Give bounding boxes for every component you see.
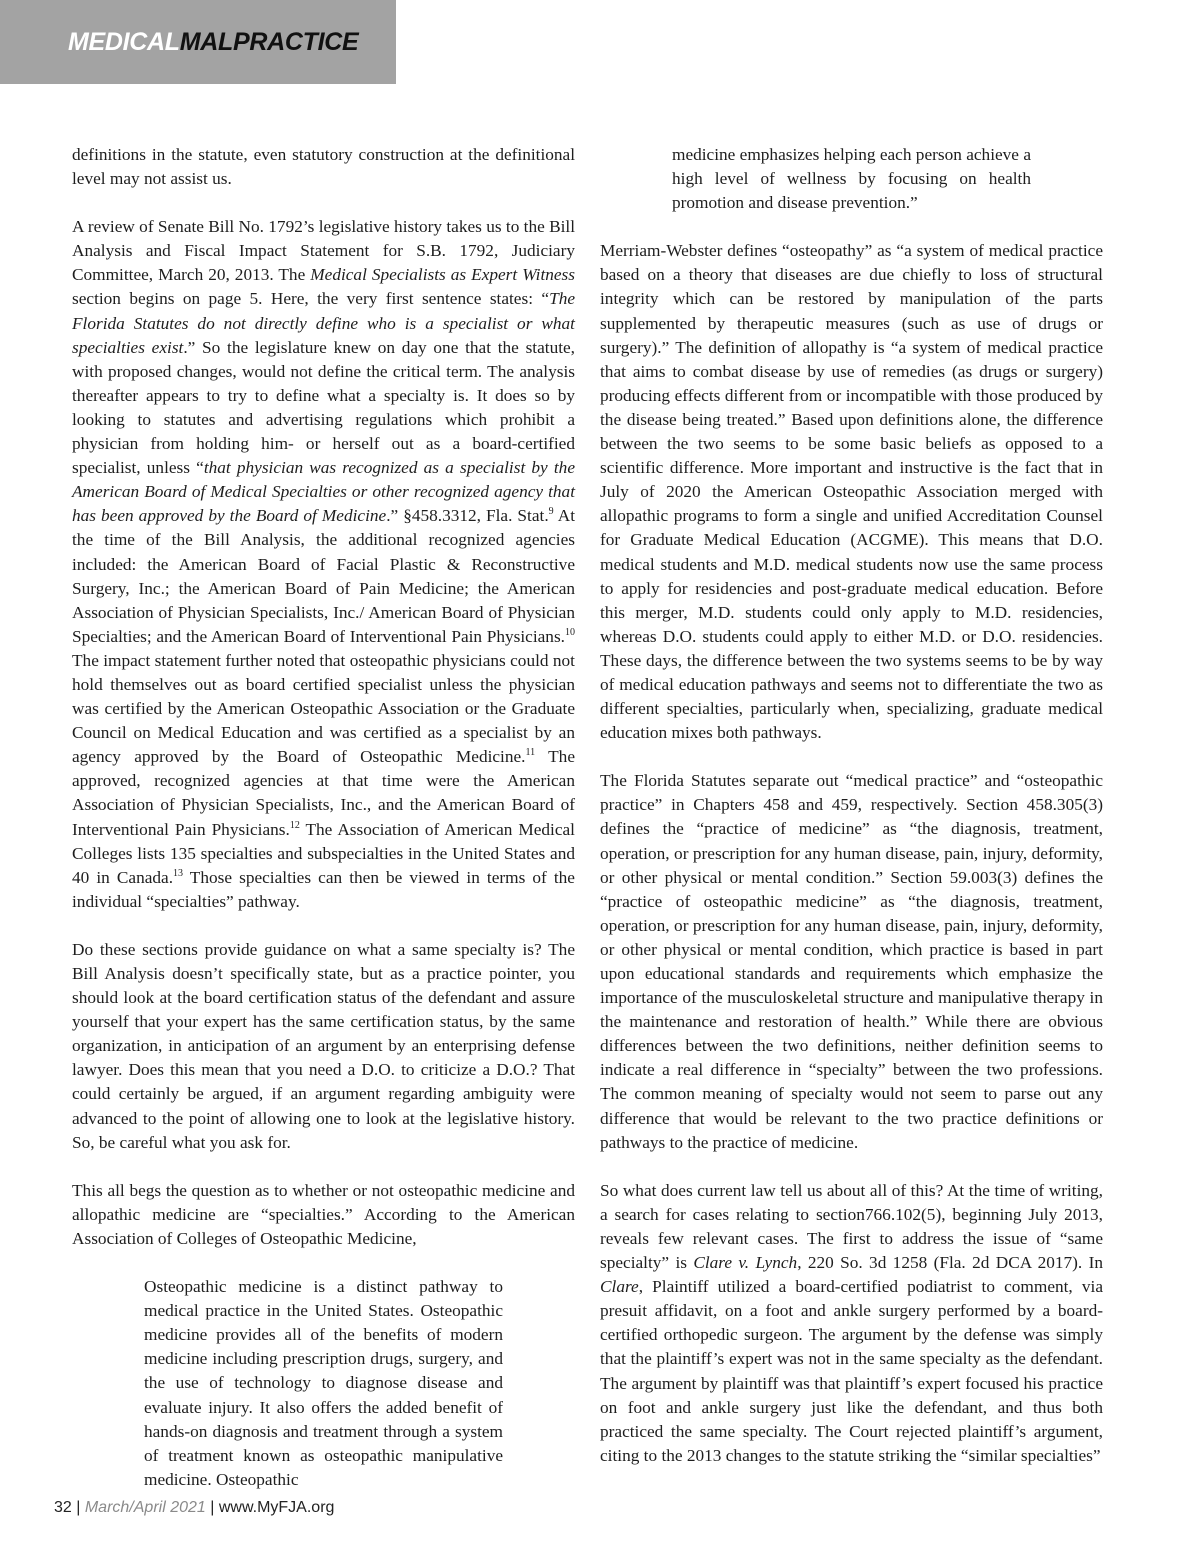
left-paragraph-1: definitions in the statute, even statutory construction at the definitional level may not assist us. — [72, 145, 575, 189]
text-run: section begins on page 5. Here, the very first sentence states: “ — [72, 289, 550, 309]
section-title-part1: MEDICAL — [68, 28, 180, 56]
block-quote-continued: medicine emphasizes helping each person achieve a high level of wellness by focusing on health promotion and disease prevention.” — [672, 145, 1031, 213]
left-paragraph-2 — [72, 215, 575, 914]
text-run: Those specialties can then be viewed in terms of the individual “specialties” pathway. — [72, 867, 575, 911]
italic-run: that physician was recognized as a specialist by the American Board of Medical Specialties or other recognized agency that has been approved by the Board of Medicine — [72, 458, 575, 526]
italic-run: Medical Specialists as Expert Witness — [310, 265, 576, 285]
footer-separator: | — [205, 1499, 219, 1516]
text-run: A review of Senate Bill No. 1792’s legislative history takes us to the Bill Analysis and Fiscal Impact Statement for S.B. 1792, Judiciary Committee, March 20, 2013. The — [72, 217, 576, 285]
text-run: At the time of the Bill Analysis, the additional recognized agencies included: the American Board of Facial Plastic & Reconstructive Surgery, Inc.; the American Board of Pain Medicine; the American Association of Physician Specialists, Inc./ American Board of Physician Specialties; and the American Board of Interventional Pain Physicians. — [72, 506, 575, 646]
page-number: 32 — [54, 1499, 72, 1516]
block-quote: Osteopathic medicine is a distinct pathway to medical practice in the United States. Osteopathic medicine provides all of the benefits of modern medicine including prescription drugs, surgery, and the use of technology to diagnose disease and evaluate injury. It also offers the added benefit of hands-on diagnosis and treatment through a system of treatment known as osteopathic manipulative medicine. Osteopathic — [144, 1277, 503, 1489]
right-paragraph-2: The Florida Statutes separate out “medical practice” and “osteopathic practice” in Chapters 458 and 459, respectively. Section 458.305(3) defines the “practice of medicine” as “the diagnosis, treatment, operation, or prescription for any human disease, pain, injury, deformity, or other physical or mental condition.” Section 59.003(3) defines the “practice of osteopathic medicine” as “the diagnosis, treatment, operation, or prescription for any human disease, pain, injury, deformity, or other physical or mental condition, which practice is based in part upon educational standards and requirements which emphasize the importance of the musculoskeletal structure and manipulative therapy in the maintenance and restoration of health.” While there are obvious differences between the two definitions, neither definition seems to indicate a real difference in “specialty” between the two professions. The common meaning of specialty would not seem to parse out any difference that would be relevant to the two practice definitions or pathways to the practice of medicine. — [600, 771, 1103, 1152]
text-run: The Association of American Medical Colleges lists 135 specialties and subspecialties in the United States and 40 in Canada. — [72, 819, 575, 887]
footnote-ref: 9 — [548, 506, 554, 518]
section-title — [68, 28, 358, 57]
case-name: Clare v. Lynch — [693, 1253, 798, 1273]
text-run: .” So the legislature knew on day one that the statute, with proposed changes, would not define the critical term. The analysis thereafter appears to try to define what a specialty is. It does so by looking to statutes and advertising regulations which prohibit a physician from holding him- or herself out as a board-certified specialist, unless “ — [72, 337, 575, 478]
text-run: .” §458.3312, Fla. Stat. — [386, 506, 549, 526]
text-run: The approved, recognized agencies at that time were the American Association of Physician Specialists, Inc., and the American Board of Interventional Pain Physicians. — [72, 747, 575, 839]
footnote-ref: 10 — [565, 627, 575, 639]
issue-date: March/April 2021 — [84, 1499, 206, 1516]
left-paragraph-3: Do these sections provide guidance on what a same specialty is? The Bill Analysis doesn’t specifically state, but as a practice pointer, you should look at the board certification status of the defendant and assure yourself that your expert has the same certification status, by the same organization, in anticipation of an argument by an enterprising defense lawyer. Does this mean that you need a D.O. to criticize a D.O.? That could certainly be argued, if an argument regarding ambiguity were advanced to the point of allowing one to look at the legislative history. So, be careful what you ask for. — [72, 939, 575, 1152]
footnote-ref: 11 — [525, 747, 536, 759]
section-header-band — [0, 0, 396, 84]
page-footer — [54, 1499, 334, 1517]
website-link[interactable]: www.MyFJA.org — [218, 1499, 335, 1516]
text-run: , Plaintiff utilized a board-certified podiatrist to comment, via presuit affidavit, on a foot and ankle surgery performed by a board-certified orthopedic surgeon. The argument by the defense was simply that the plaintiff’s expert was not in the same specialty as the defendant. The argument by plaintiff was that plaintiff’s expert focused his practice on foot and ankle surgery just like the defendant, and thus both practiced the same specialty. The Court rejected plaintiff’s argument, citing to the 2013 changes to the statute striking the “similar specialties” — [600, 1277, 1103, 1465]
italic-run: The Florida Statutes do not directly define who is a specialist or what specialties exist — [72, 289, 575, 357]
section-title-part2: MALPRACTICE — [179, 28, 359, 56]
right-paragraph-3 — [600, 1179, 1103, 1468]
footnote-ref: 13 — [173, 867, 184, 879]
text-run: The impact statement further noted that osteopathic physicians could not hold themselves out as board certified specialist unless the physician was certified by the American Osteopathic Association or the Graduate Council on Medical Education and was certified as a specialist by an agency approved by the Board of Osteopathic Medicine. — [72, 650, 575, 767]
right-column — [600, 143, 1103, 1468]
case-name: Clare — [600, 1277, 639, 1297]
footer-separator: | — [71, 1499, 85, 1516]
left-column — [72, 143, 575, 1492]
footnote-ref: 12 — [289, 819, 300, 831]
text-run: So what does current law tell us about all of this? At the time of writing, a search for cases relating to section766.102(5), beginning July 2013, reveals few relevant cases. The first to address the issue of “same specialty” is — [600, 1180, 1103, 1273]
left-paragraph-4: This all begs the question as to whether or not osteopathic medicine and allopathic medicine are “specialties.” According to the American Association of Colleges of Osteopathic Medicine, — [72, 1180, 575, 1248]
text-run: , 220 So. 3d 1258 (Fla. 2d DCA 2017). In — [797, 1253, 1104, 1273]
right-paragraph-1: Merriam-Webster defines “osteopathy” as “a system of medical practice based on a theory that diseases are due chiefly to loss of structural integrity which can be restored by manipulation of the parts supplemented by therapeutic measures (such as use of drugs or surgery).” The definition of allopathy is “a system of medical practice that aims to combat disease by use of remedies (as drugs or surgery) producing effects different from or incompatible with those produced by the disease being treated.” Based upon definitions alone, the difference between the two seems to be some basic beliefs as opposed to a scientific difference. More important and instructive is the fact that in July of 2020 the American Osteopathic Association merged with allopathic programs to form a single and unified Accreditation Counsel for Graduate Medical Education (ACGME). This means that D.O. medical students and M.D. medical students now use the same process to apply for residencies and post-graduate medical education. Before this merger, M.D. students could only apply to M.D. residencies, whereas D.O. students could apply to either M.D. or D.O. residencies. These days, the difference between the two systems seems to be by way of medical education pathways and seems not to differentiate the two as different specialties, particularly when, specializing, graduate medical education mixes both pathways. — [600, 241, 1103, 743]
